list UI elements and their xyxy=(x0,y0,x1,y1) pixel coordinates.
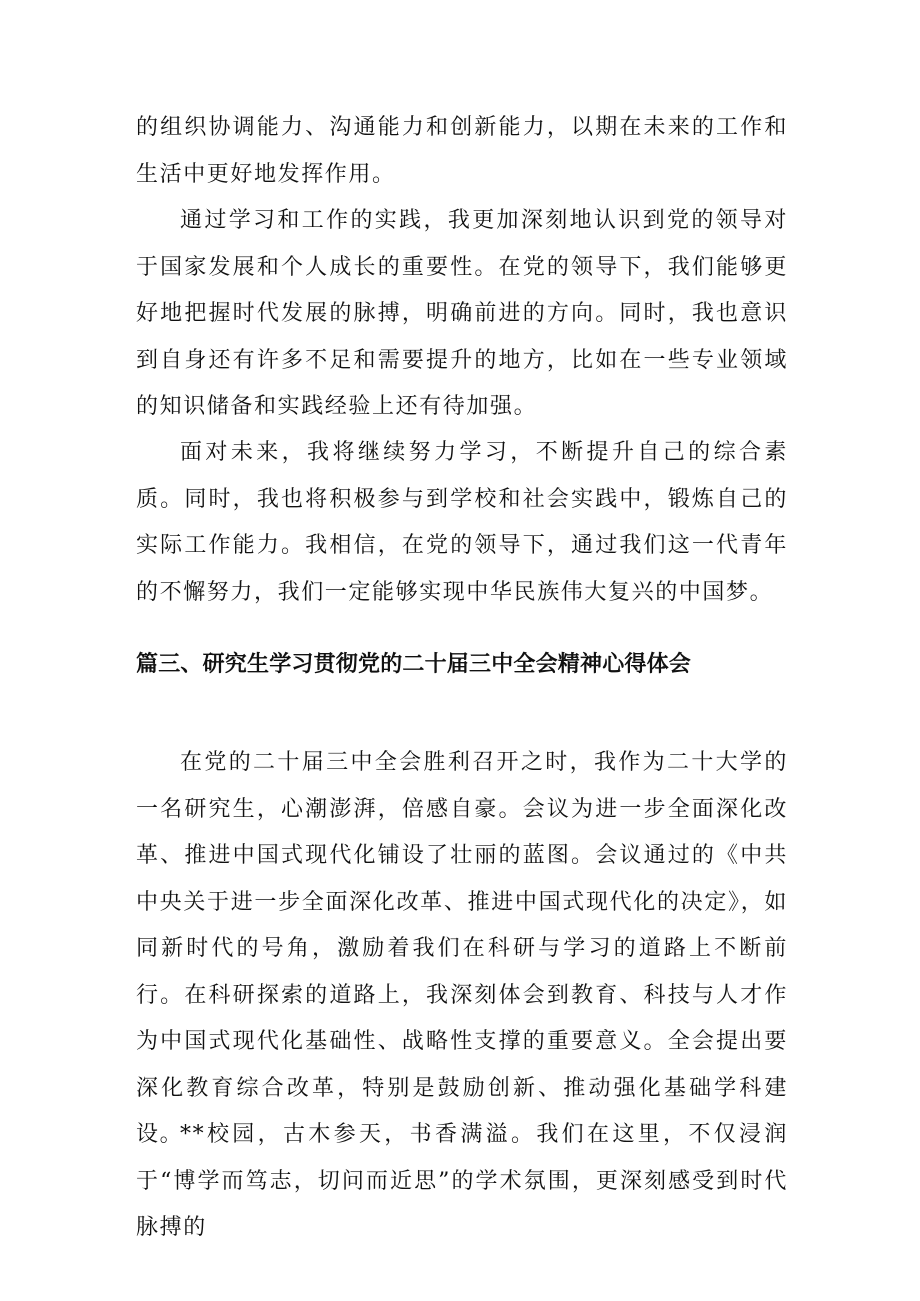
paragraph-plenary-session: 在党的二十届三中全会胜利召开之时，我作为二十大学的一名研究生，心潮澎湃，倍感自豪。会议为进一步全面深化改革、推进中国式现代化铺设了壮丽的蓝图。会议通过的《中共中央关于进一步全面深化改革、推进中国式现代化的决定》，如同新时代的号角，激励着我们在科研与学习的道路上不断前行。在科研探索的道路上，我深刻体会到教育、科技与人才作为中国式现代化基础性、战略性支撑的重要意义。全会提出要深化教育综合改革，特别是鼓励创新、推动强化基础学科建设。 xyxy=(136,750,788,1147)
paragraph-campus: **校园，古木参天，书香满溢。我们在这里，不仅浸润于“博学而笃志，切问而近思”的学术氛围，更深刻感受到时代脉搏的 xyxy=(136,1122,788,1240)
paragraph-continued: 的组织协调能力、沟通能力和创新能力，以期在未来的工作和生活中更好地发挥作用。 xyxy=(136,115,788,187)
section-heading: 篇三、研究生学习贯彻党的二十届三中全会精神心得体会 xyxy=(136,652,692,677)
paragraph-facing-future: 面对未来，我将继续努力学习，不断提升自己的综合素质。同时，我也将积极参与到学校和社会实践中，锻炼自己的实际工作能力。我相信，在党的领导下，通过我们这一代青年的不懈努力，我们一定能够实现中华民族伟大复兴的中国梦。 xyxy=(136,440,788,605)
paragraph-party-leadership: 通过学习和工作的实践，我更加深刻地认识到党的领导对于国家发展和个人成长的重要性。在党的领导下，我们能够更好地把握时代发展的脉搏，明确前进的方向。同时，我也意识到自身还有许多不足和需要提升的地方，比如在一些专业领域的知识储备和实践经验上还有待加强。 xyxy=(136,208,788,419)
